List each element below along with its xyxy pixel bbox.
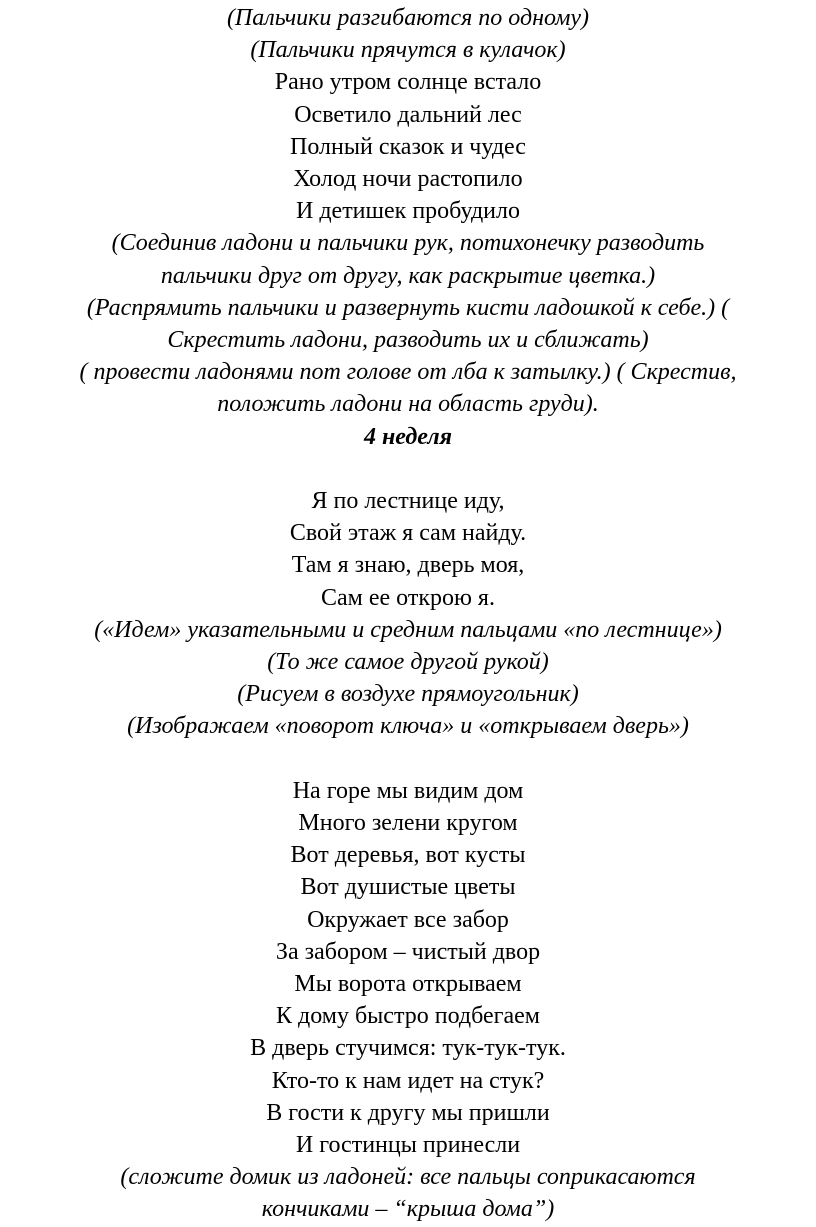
instruction-line: (Соединив ладони и пальчики рук, потихонечку разводить	[111, 230, 705, 257]
instruction-line: пальчики друг от другу, как раскрытие цветка.)	[160, 262, 656, 289]
verse-line: На горе мы видим дом	[292, 777, 524, 804]
week-heading: 4 неделя	[363, 423, 453, 450]
verse-line: Там я знаю, дверь моя,	[291, 552, 525, 579]
verse-line: Сам ее открою я.	[321, 584, 495, 611]
section-2	[0, 485, 816, 743]
instruction-line: (Пальчики прячутся в кулачок)	[250, 37, 566, 64]
verse-line: Свой этаж я сам найду.	[289, 520, 527, 547]
verse-line: К дому быстро подбегаем	[276, 1003, 540, 1030]
instruction-line: (Рисуем в воздухе прямоугольник)	[237, 681, 579, 708]
verse-line: Вот душистые цветы	[300, 874, 516, 901]
verse-line: Мы ворота открываем	[294, 971, 522, 998]
instruction-line: положить ладони на область груди).	[217, 391, 599, 418]
verse-line: Холод ночи растопило	[293, 166, 523, 193]
instruction-line: Скрестить ладони, разводить их и сближать)	[167, 327, 649, 354]
instruction-line: (Распрямить пальчики и развернуть кисти ладошкой к себе.) (	[86, 294, 730, 321]
instruction-line: ( провести ладонями пот голове от лба к затылку.) ( Скрестив,	[79, 359, 737, 386]
instruction-line: (То же самое другой рукой)	[267, 649, 549, 676]
verse-line: Много зелени кругом	[298, 810, 518, 837]
verse-line: Рано утром солнце встало	[274, 69, 542, 96]
verse-line: Вот деревья, вот кусты	[290, 842, 526, 869]
verse-line: Окружает все забор	[307, 906, 509, 933]
verse-line: За забором – чистый двор	[275, 938, 541, 965]
verse-line: И детишек пробудило	[296, 198, 520, 225]
instruction-line: кончиками – “крыша дома”)	[261, 1196, 555, 1223]
instruction-line: (Изображаем «поворот ключа» и «открываем дверь»)	[127, 713, 689, 740]
instruction-line: («Идем» указательными и средним пальцами «по лестнице»)	[94, 616, 722, 643]
verse-line: Осветило дальний лес	[294, 101, 522, 128]
verse-line: В дверь стучимся: тук-тук-тук.	[250, 1035, 566, 1062]
verse-line: Полный сказок и чудес	[290, 133, 526, 160]
verse-line: Кто-то к нам идет на стук?	[271, 1067, 545, 1094]
verse-line: Я по лестнице иду,	[311, 488, 505, 515]
instruction-line: (Пальчики разгибаются по одному)	[226, 5, 590, 31]
section-3	[0, 775, 816, 1226]
section-1	[0, 2, 816, 421]
instruction-line: (сложите домик из ладоней: все пальцы соприкасаются	[120, 1164, 696, 1191]
spacer	[0, 453, 816, 485]
spacer	[0, 743, 816, 775]
verse-line: И гостинцы принесли	[295, 1132, 521, 1159]
verse-line: В гости к другу мы пришли	[266, 1099, 550, 1126]
